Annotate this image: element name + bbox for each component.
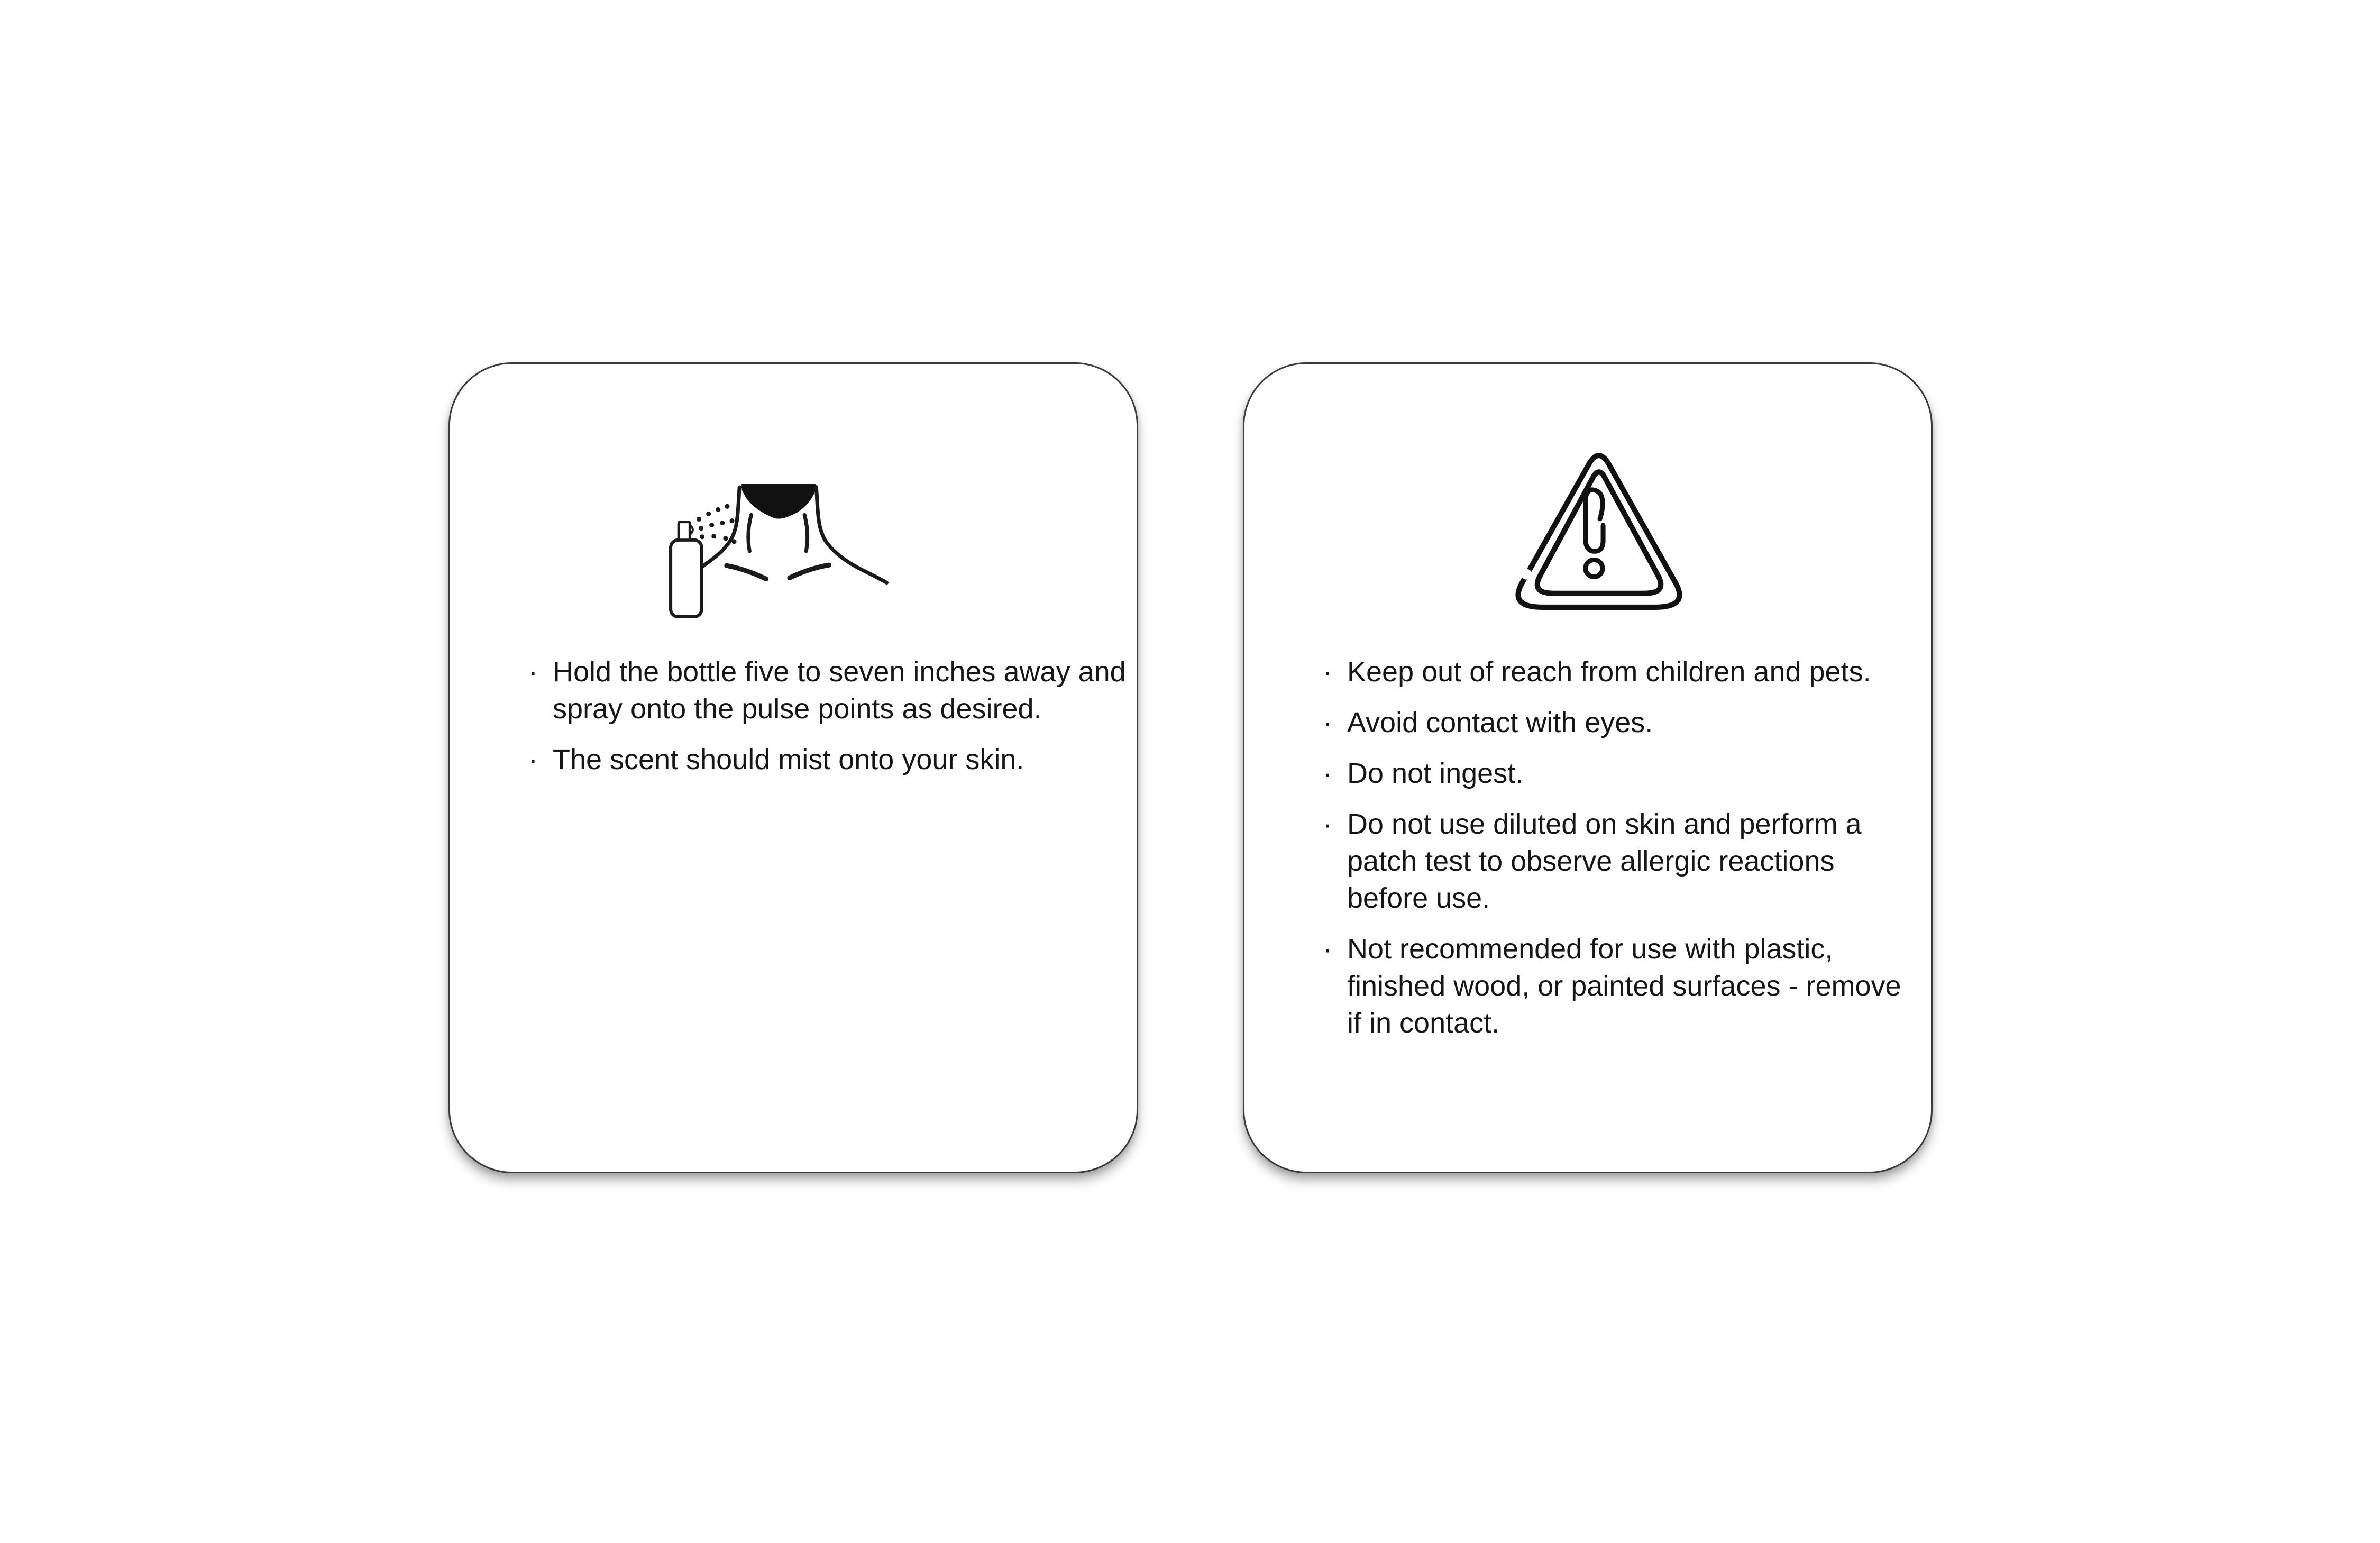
bullet-text: Avoid contact with eyes.: [1347, 707, 1653, 738]
warning-triangle-icon: [1508, 443, 1690, 614]
usage-instructions-card: [448, 362, 1138, 1173]
bullet-text: Do not ingest.: [1347, 757, 1524, 789]
spray-bottle-on-neck-icon: [666, 476, 922, 626]
usage-bullet-list: [528, 653, 1127, 792]
bullet-dot: ·: [1323, 757, 1332, 789]
bullet-dot: ·: [528, 656, 538, 688]
bullet-text: The scent should mist onto your skin.: [553, 744, 1024, 775]
warning-bullet-item: [1323, 806, 1921, 917]
bullet-dot: ·: [1323, 933, 1332, 965]
bullet-dot: ·: [1323, 656, 1332, 688]
usage-bullet-item: [528, 741, 1127, 778]
bullet-text: Hold the bottle five to seven inches away and spray onto the pulse points as desired.: [553, 656, 1126, 725]
usage-bullet-item: [528, 653, 1127, 727]
warning-bullet-item: [1323, 704, 1921, 741]
warning-bullet-item: [1323, 653, 1921, 690]
warning-bullet-item: [1323, 930, 1921, 1042]
warnings-card: [1243, 362, 1933, 1173]
warning-bullet-list: [1323, 653, 1921, 1055]
bullet-dot: ·: [1323, 808, 1332, 840]
bullet-dot: ·: [528, 744, 538, 775]
warning-bullet-item: [1323, 755, 1921, 792]
bullet-text: Keep out of reach from children and pets.: [1347, 656, 1871, 688]
bullet-dot: ·: [1323, 707, 1332, 738]
bullet-text: Do not use diluted on skin and perform a patch test to observe allergic reactions before use.: [1347, 808, 1862, 914]
bullet-text: Not recommended for use with plastic, finished wood, or painted surfaces - remove if in contact.: [1347, 933, 1901, 1039]
